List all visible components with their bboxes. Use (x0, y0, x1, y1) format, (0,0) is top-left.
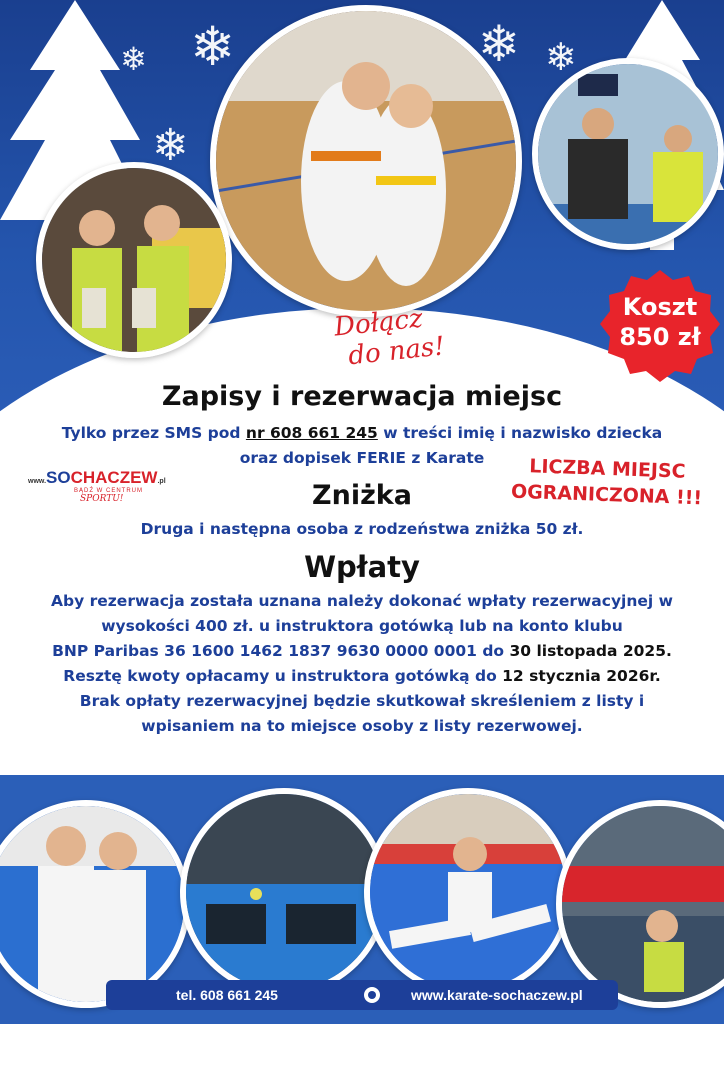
photo-trampoline-park (180, 788, 388, 996)
heading-znizka: Zniżka (312, 480, 412, 511)
price-value: 850 zł (619, 323, 701, 351)
photo-karate-team-gym (532, 58, 724, 250)
wplaty-text: Aby rezerwacja została uznana należy dokonać wpłaty rezerwacyjnej w wysokości 400 zł. u instruktora gotówką lub na konto klubu BNP Paribas 36 1600 1462 1837 9630 0000 0001 do 30 listopada 2025. Resztę kwoty opłacamy u instruktora gotówką do 12 stycznia 2026r. Brak opłaty rezerwacyjnej będzie skutkował skreśleniem z listy i wpisaniem na to miejsce osoby z listy rezerwowej. (51, 592, 673, 735)
photo-girl-splits (364, 788, 572, 996)
zapisy-text: Tylko przez SMS pod nr 608 661 245 w treści imię i nazwisko dziecka oraz dopisek FERIE z Karate (61, 424, 663, 467)
photo-boys-popcorn (36, 162, 232, 358)
contact-footer (106, 980, 618, 1010)
footer-phone[interactable]: tel. 608 661 245 (176, 987, 278, 1003)
photo-karate-kids (210, 5, 522, 317)
snowflake-icon: ❄ (545, 35, 577, 79)
heading-wplaty: Wpłaty (304, 550, 420, 584)
limited-seats-notice: LICZBA MIEJSC OGRANICZONA !!! (510, 455, 703, 510)
snowflake-icon: ❄ (190, 15, 236, 78)
heading-zapisy: Zapisy i rezerwacja miejsc (161, 381, 563, 412)
znizka-text: Druga i następna osoba z rodzeństwa zniżka 50 zł. (140, 520, 584, 538)
footer-website-link[interactable]: www.karate-sochaczew.pl (411, 987, 583, 1003)
globe-icon (364, 987, 380, 1003)
price-badge (600, 270, 720, 388)
snowflake-icon: ❄ (152, 120, 189, 171)
price-label: Koszt (622, 293, 698, 321)
snowflake-icon: ❄ (478, 15, 520, 73)
join-us-headline: Dołącz do nas! (332, 303, 447, 372)
sms-phone-number[interactable]: nr 608 661 245 (245, 424, 378, 442)
sochaczew-logo: www.SOCHACZEW.pl BĄDŹ W CENTRUM SPORTU! (28, 468, 166, 504)
snowflake-icon: ❄ (120, 40, 147, 78)
